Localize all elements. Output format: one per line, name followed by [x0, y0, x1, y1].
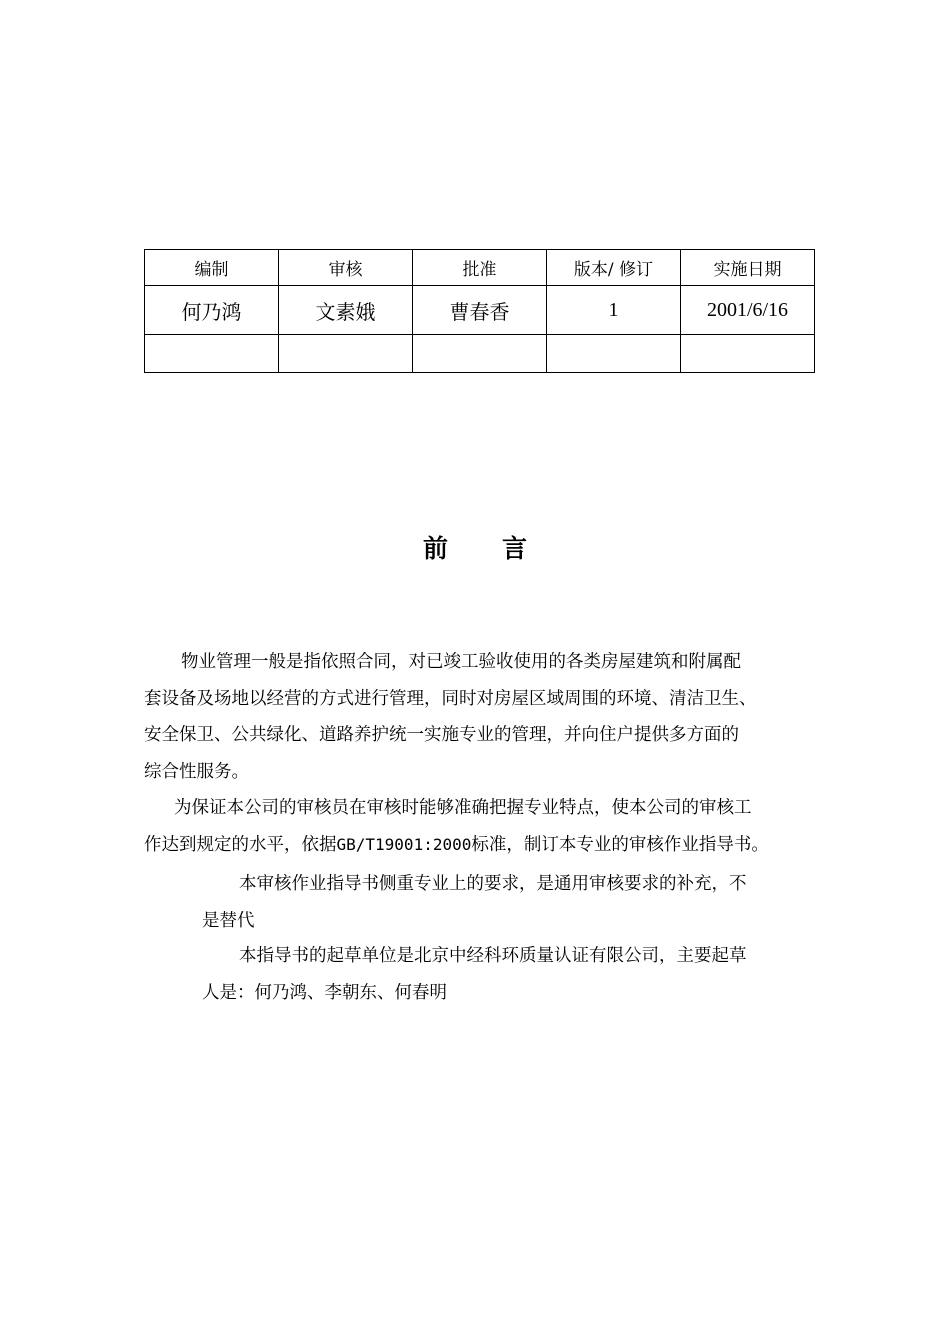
- cell-compiled-by: 何乃鸿: [145, 286, 279, 335]
- paragraph-2-line-1: 为保证本公司的审核员在审核时能够准确把握专业特点，使本公司的审核工: [174, 798, 752, 818]
- paragraph-1-line-3: 安全保卫、公共绿化、道路养护统一实施专业的管理，并向住户提供多方面的: [144, 725, 739, 745]
- header-reviewed-by: 审核: [279, 250, 413, 286]
- cell-version: 1: [547, 286, 681, 335]
- cell-reviewed-by: 文素娥: [279, 286, 413, 335]
- table-header-row: [145, 250, 815, 286]
- header-version: 版本/ 修订: [547, 250, 681, 286]
- standard-code: GB/T19001:2000: [336, 834, 472, 854]
- empty-cell: [413, 335, 547, 373]
- paragraph-1-line-4: 综合性服务。: [144, 761, 249, 782]
- page-title: [0, 529, 950, 565]
- cell-approved-by: 曹春香: [413, 286, 547, 335]
- paragraph-2-line-2-text-a: 作达到规定的水平，依据: [144, 834, 337, 855]
- paragraph-1: [144, 644, 757, 790]
- approval-table: [144, 249, 815, 373]
- header-effective-date: 实施日期: [681, 250, 815, 286]
- empty-cell: [681, 335, 815, 373]
- paragraph-4: [202, 938, 747, 1011]
- empty-cell: [547, 335, 681, 373]
- paragraph-2-line-2: [144, 827, 769, 864]
- header-compiled-by: 编制: [145, 250, 279, 286]
- table-row: [145, 286, 815, 335]
- paragraph-3-line-1: 本审核作业指导书侧重专业上的要求，是通用审核要求的补充，不: [239, 874, 747, 894]
- empty-cell: [145, 335, 279, 373]
- paragraph-2-line-2-text-c: 标准，制订本专业的审核作业指导书。: [471, 834, 769, 855]
- paragraph-1-line-2: 套设备及场地以经营的方式进行管理，同时对房屋区域周围的环境、清洁卫生、: [144, 688, 757, 709]
- table-row-empty: [145, 335, 815, 373]
- header-approved-by: 批准: [413, 250, 547, 286]
- paragraph-4-line-2: 人是：何乃鸿、李朝东、何春明: [202, 982, 447, 1003]
- paragraph-1-line-1: 物业管理一般是指依照合同，对已竣工验收使用的各类房屋建筑和附属配: [181, 652, 741, 672]
- paragraph-4-line-1: 本指导书的起草单位是北京中经科环质量认证有限公司，主要起草: [239, 946, 747, 966]
- empty-cell: [279, 335, 413, 373]
- paragraph-3-line-2: 是替代: [202, 910, 255, 931]
- title-char-1: 前: [422, 534, 448, 563]
- paragraph-3: [202, 866, 747, 939]
- title-char-2: 言: [502, 534, 528, 563]
- cell-effective-date: 2001/6/16: [681, 286, 815, 335]
- paragraph-2: [144, 790, 769, 863]
